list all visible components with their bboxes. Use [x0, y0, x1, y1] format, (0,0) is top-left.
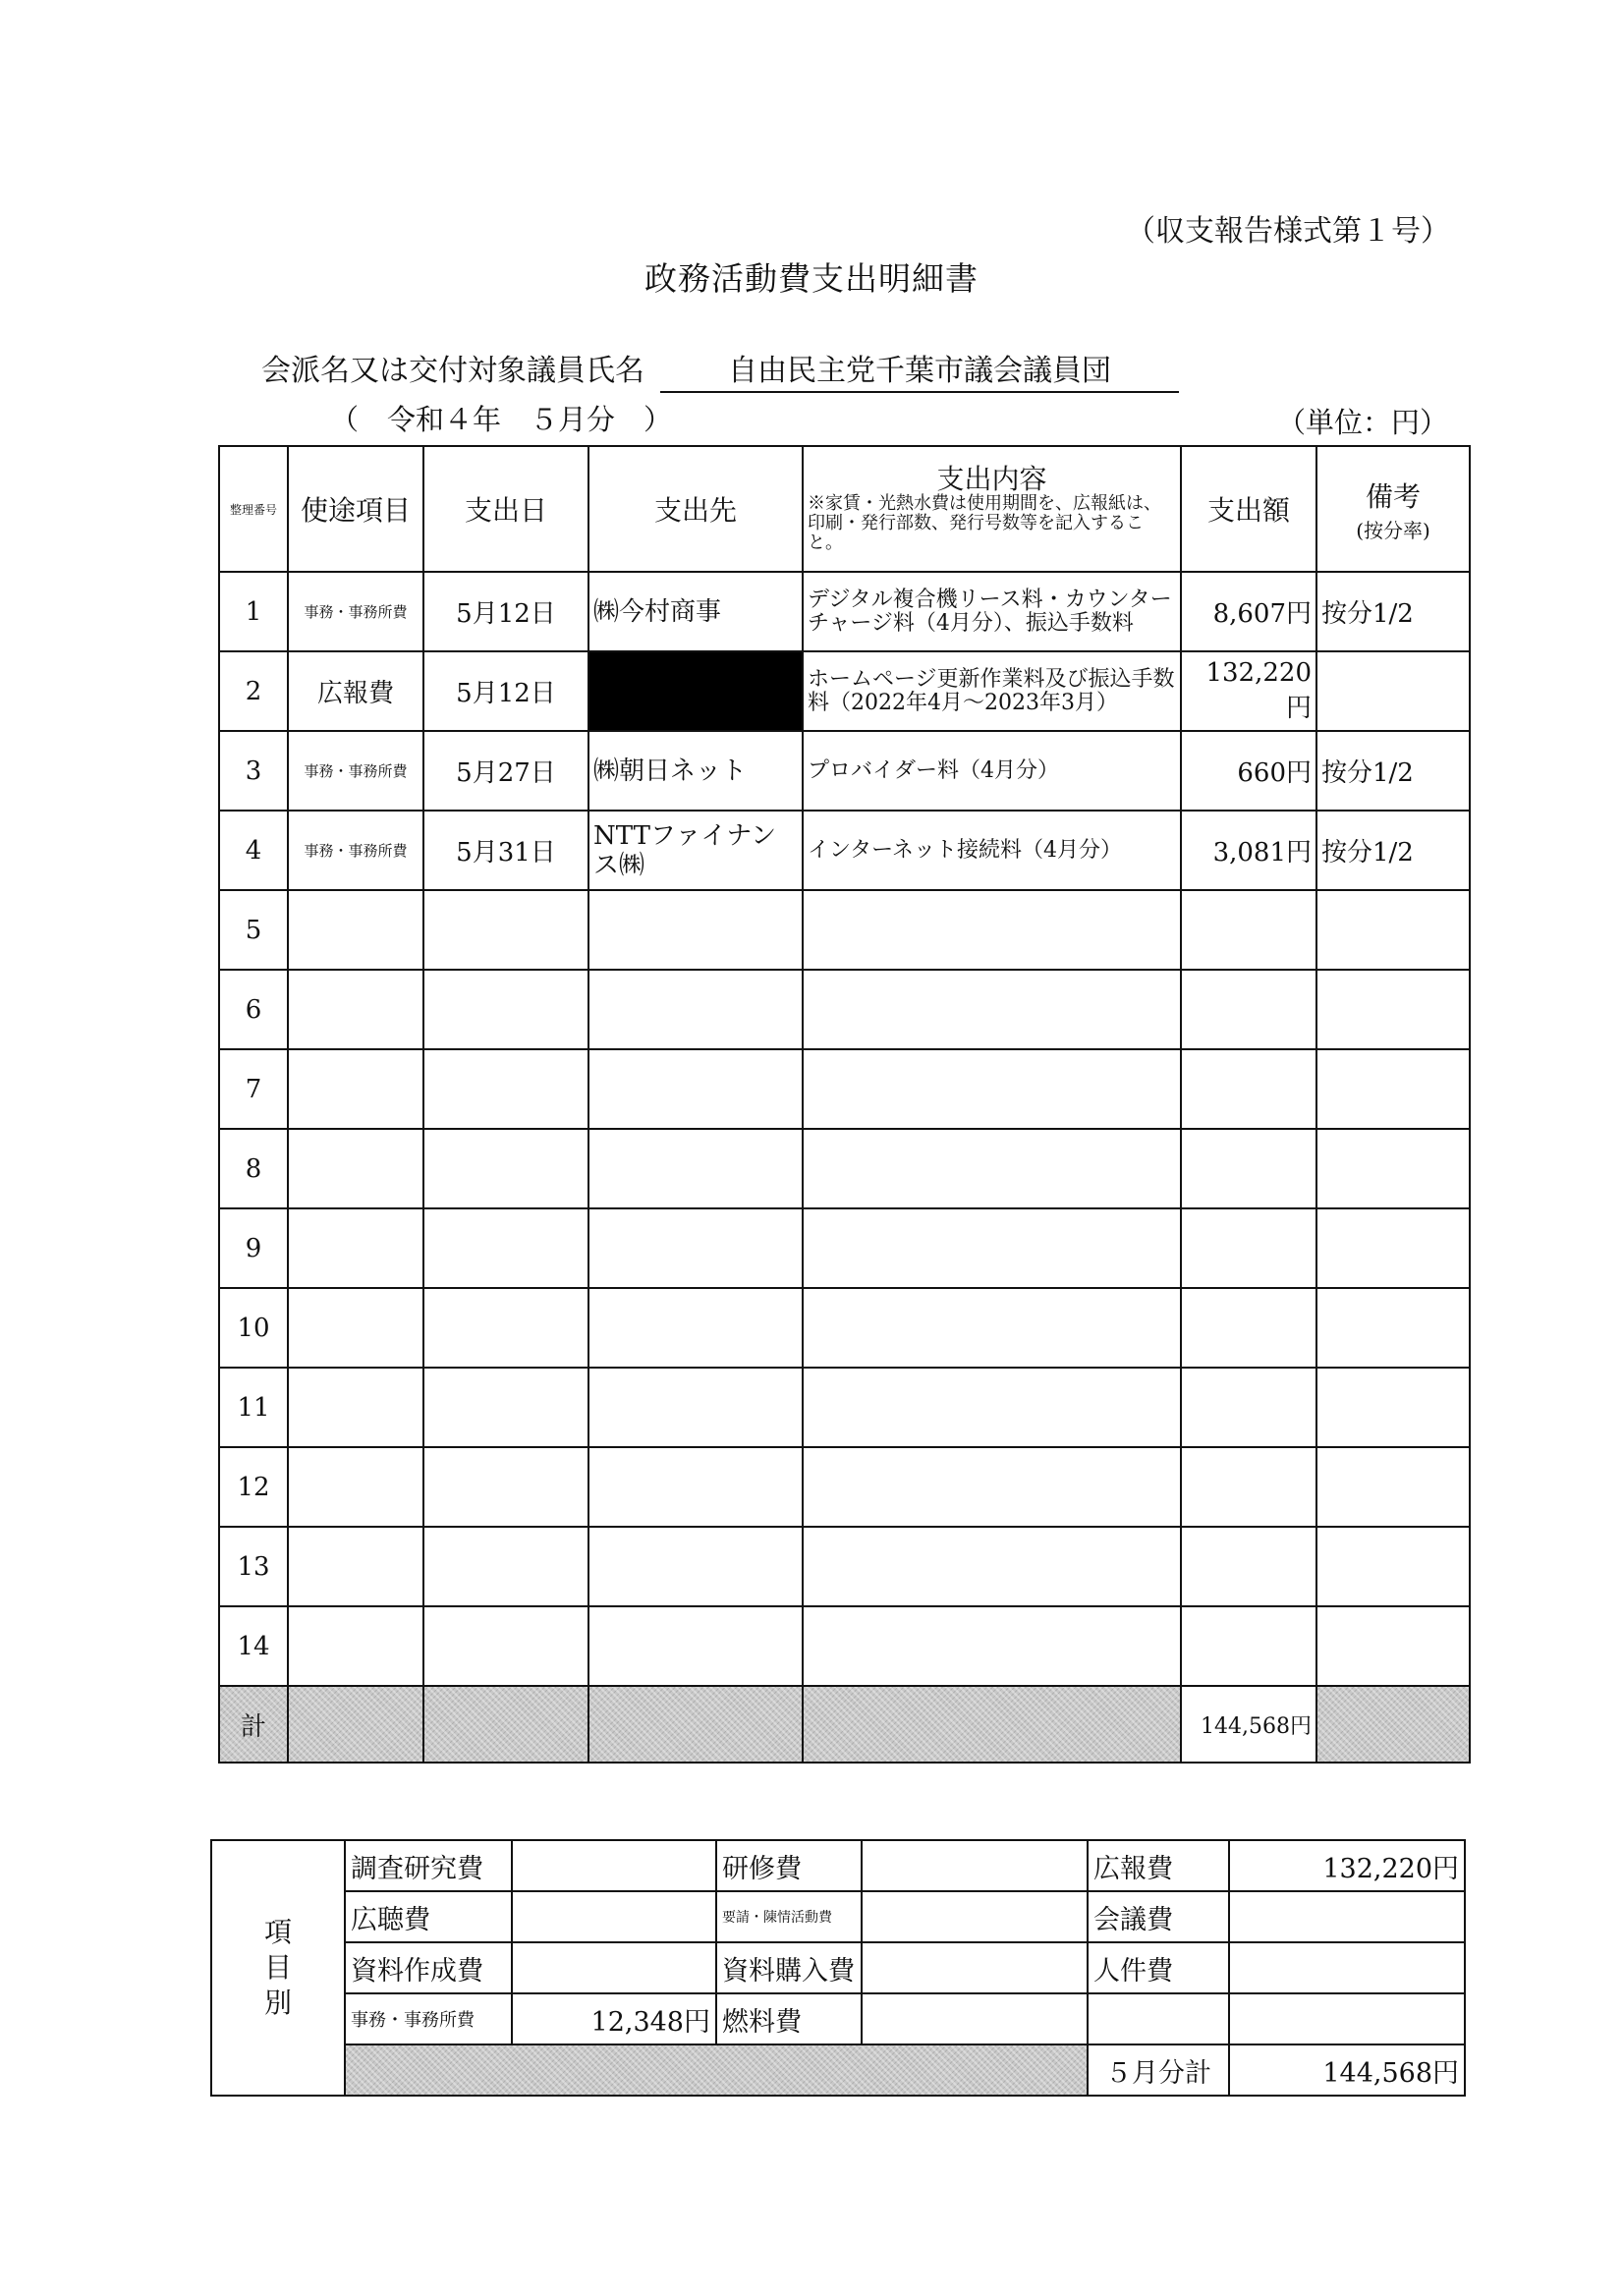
- row-amount: 3,081円: [1181, 811, 1316, 890]
- table-row: [219, 731, 1470, 811]
- row-no: 3: [219, 731, 288, 811]
- row-amount: [1181, 1129, 1316, 1208]
- table-row: [219, 572, 1470, 651]
- row-remarks: [1316, 651, 1470, 731]
- row-date: [423, 890, 588, 970]
- row-payee: [588, 1527, 803, 1606]
- row-content: [803, 890, 1181, 970]
- row-no: 7: [219, 1049, 288, 1129]
- row-payee: [588, 1049, 803, 1129]
- table-row: [219, 1129, 1470, 1208]
- row-date: 5月12日: [423, 572, 588, 651]
- row-category: [288, 1208, 423, 1288]
- row-payee: [588, 1208, 803, 1288]
- row-amount: [1181, 970, 1316, 1049]
- row-category: [288, 1606, 423, 1686]
- row-payee: [588, 1288, 803, 1368]
- summary-label-nenryou: 燃料費: [716, 1993, 862, 2044]
- row-content: [803, 1606, 1181, 1686]
- row-content: [803, 970, 1181, 1049]
- row-content: [803, 1447, 1181, 1527]
- row-category: 事務・事務所費: [288, 811, 423, 890]
- row-amount: [1181, 1368, 1316, 1447]
- table-row: [219, 651, 1470, 731]
- row-payee: ㈱今村商事: [588, 572, 803, 651]
- row-remarks: 按分1/2: [1316, 572, 1470, 651]
- summary-value-shiryou-sakusei: [512, 1942, 716, 1993]
- row-remarks: [1316, 1129, 1470, 1208]
- row-payee: [588, 1129, 803, 1208]
- row-amount: [1181, 1606, 1316, 1686]
- row-no: 4: [219, 811, 288, 890]
- row-date: [423, 970, 588, 1049]
- row-payee: [588, 970, 803, 1049]
- table-row: [219, 1447, 1470, 1527]
- row-remarks: [1316, 970, 1470, 1049]
- summary-label-chosa: 調査研究費: [345, 1840, 512, 1891]
- form-number: （収支報告様式第１号）: [1126, 214, 1450, 249]
- row-no: 1: [219, 572, 288, 651]
- row-payee: ㈱朝日ネット: [588, 731, 803, 811]
- category-summary-table: [210, 1839, 1466, 2097]
- header-category: 使途項目: [288, 446, 423, 572]
- row-amount: 8,607円: [1181, 572, 1316, 651]
- summary-label-kenshu: 研修費: [716, 1840, 862, 1891]
- summary-value-kouchou: [512, 1891, 716, 1942]
- expenditure-table: [218, 445, 1471, 1764]
- row-amount: [1181, 1447, 1316, 1527]
- row-category: [288, 890, 423, 970]
- row-category: 事務・事務所費: [288, 731, 423, 811]
- header-content-note: ※家賃・光熱水費は使用期間を、広報紙は、印刷・発行部数、発行号数等を記入すること。: [808, 493, 1161, 553]
- table-row: [219, 1049, 1470, 1129]
- row-no: 10: [219, 1288, 288, 1368]
- row-date: [423, 1208, 588, 1288]
- summary-label-shiryou-kounyu: 資料購入費: [716, 1942, 862, 1993]
- row-content: インターネット接続料（4月分）: [803, 811, 1181, 890]
- row-content: [803, 1208, 1181, 1288]
- summary-month-total-label: ５月分計: [1088, 2044, 1229, 2096]
- table-row: [219, 1208, 1470, 1288]
- header-payee: 支出先: [588, 446, 803, 572]
- summary-value-jimu: 12,348円: [512, 1993, 716, 2044]
- summary-shaded-cell: [345, 2044, 1088, 2096]
- shaded-cell: [588, 1686, 803, 1763]
- row-content: [803, 1368, 1181, 1447]
- summary-value-jinken: [1229, 1942, 1465, 1993]
- shaded-cell: [803, 1686, 1181, 1763]
- row-no: 6: [219, 970, 288, 1049]
- document-title: 政務活動費支出明細書: [644, 259, 979, 298]
- row-remarks: [1316, 1447, 1470, 1527]
- row-content: [803, 1129, 1181, 1208]
- header-date: 支出日: [423, 446, 588, 572]
- row-amount: 660円: [1181, 731, 1316, 811]
- row-amount: [1181, 1049, 1316, 1129]
- shaded-cell: [423, 1686, 588, 1763]
- summary-value-yousei: [862, 1891, 1088, 1942]
- row-payee: [588, 890, 803, 970]
- row-date: 5月27日: [423, 731, 588, 811]
- row-remarks: [1316, 1368, 1470, 1447]
- row-date: 5月12日: [423, 651, 588, 731]
- table-row: [219, 811, 1470, 890]
- row-payee-redacted: [588, 651, 803, 731]
- table-row: [219, 1606, 1470, 1686]
- row-date: [423, 1447, 588, 1527]
- summary-label-jinken: 人件費: [1088, 1942, 1229, 1993]
- row-amount: [1181, 1208, 1316, 1288]
- total-label: 計: [219, 1686, 288, 1763]
- row-remarks: [1316, 1606, 1470, 1686]
- unit-label: （単位：円）: [1276, 406, 1448, 439]
- row-content: デジタル複合機リース料・カウンターチャージ料（4月分）、振込手数料: [803, 572, 1181, 651]
- row-amount: [1181, 1527, 1316, 1606]
- summary-label-kouchou: 広聴費: [345, 1891, 512, 1942]
- summary-empty-cell: [1229, 1993, 1465, 2044]
- row-remarks: 按分1/2: [1316, 731, 1470, 811]
- row-category: 事務・事務所費: [288, 572, 423, 651]
- row-remarks: [1316, 1527, 1470, 1606]
- summary-value-chosa: [512, 1840, 716, 1891]
- table-row: [219, 890, 1470, 970]
- row-date: [423, 1527, 588, 1606]
- table-row: [219, 1368, 1470, 1447]
- summary-label-kaigi: 会議費: [1088, 1891, 1229, 1942]
- row-amount: 132,220円: [1181, 651, 1316, 731]
- row-no: 12: [219, 1447, 288, 1527]
- row-no: 2: [219, 651, 288, 731]
- row-date: [423, 1049, 588, 1129]
- member-name: 自由民主党千葉市議会議員団: [660, 346, 1179, 393]
- header-remarks-sub: (按分率): [1356, 518, 1430, 542]
- header-remarks: [1316, 446, 1470, 572]
- row-content: [803, 1527, 1181, 1606]
- summary-value-kenshu: [862, 1840, 1088, 1891]
- row-no: 11: [219, 1368, 288, 1447]
- summary-value-shiryou-kounyu: [862, 1942, 1088, 1993]
- row-date: 5月31日: [423, 811, 588, 890]
- summary-empty-cell: [1088, 1993, 1229, 2044]
- summary-value-nenryou: [862, 1993, 1088, 2044]
- summary-label-shiryou-sakusei: 資料作成費: [345, 1942, 512, 1993]
- row-no: 9: [219, 1208, 288, 1288]
- row-category: [288, 1368, 423, 1447]
- row-payee: [588, 1447, 803, 1527]
- summary-side-label: 項目別: [211, 1840, 345, 2096]
- row-no: 14: [219, 1606, 288, 1686]
- row-no: 13: [219, 1527, 288, 1606]
- row-category: [288, 1288, 423, 1368]
- header-remarks-title: 備考: [1365, 479, 1421, 513]
- total-amount: 144,568円: [1181, 1686, 1316, 1763]
- table-row: [219, 1288, 1470, 1368]
- row-remarks: 按分1/2: [1316, 811, 1470, 890]
- row-content: [803, 1288, 1181, 1368]
- row-no: 5: [219, 890, 288, 970]
- table-header-row: [219, 446, 1470, 572]
- summary-label-yousei: 要請・陳情活動費: [716, 1891, 862, 1942]
- row-content: [803, 1049, 1181, 1129]
- table-row: [219, 970, 1470, 1049]
- row-category: 広報費: [288, 651, 423, 731]
- summary-value-kouhou: 132,220円: [1229, 1840, 1465, 1891]
- row-remarks: [1316, 890, 1470, 970]
- header-no: 整理番号: [219, 446, 288, 572]
- row-payee: [588, 1368, 803, 1447]
- row-remarks: [1316, 1208, 1470, 1288]
- row-date: [423, 1129, 588, 1208]
- row-payee: NTTファイナンス㈱: [588, 811, 803, 890]
- row-date: [423, 1288, 588, 1368]
- row-content: プロバイダー料（4月分）: [803, 731, 1181, 811]
- summary-value-kaigi: [1229, 1891, 1465, 1942]
- row-remarks: [1316, 1288, 1470, 1368]
- row-category: [288, 1447, 423, 1527]
- shaded-cell: [1316, 1686, 1470, 1763]
- row-amount: [1181, 1288, 1316, 1368]
- table-row: [219, 1527, 1470, 1606]
- header-content: [803, 446, 1181, 572]
- summary-label-kouhou: 広報費: [1088, 1840, 1229, 1891]
- row-date: [423, 1368, 588, 1447]
- member-label: 会派名又は交付対象議員氏名: [261, 354, 644, 388]
- row-amount: [1181, 890, 1316, 970]
- row-no: 8: [219, 1129, 288, 1208]
- report-period: （ 令和４年 ５月分 ）: [330, 403, 673, 436]
- header-amount: 支出額: [1181, 446, 1316, 572]
- shaded-cell: [288, 1686, 423, 1763]
- summary-month-total-value: 144,568円: [1229, 2044, 1465, 2096]
- header-content-title: 支出内容: [936, 463, 1047, 495]
- row-category: [288, 1049, 423, 1129]
- row-category: [288, 970, 423, 1049]
- row-content: ホームページ更新作業料及び振込手数料（2022年4月～2023年3月）: [803, 651, 1181, 731]
- row-category: [288, 1129, 423, 1208]
- row-category: [288, 1527, 423, 1606]
- row-payee: [588, 1606, 803, 1686]
- summary-label-jimu: 事務・事務所費: [345, 1993, 512, 2044]
- total-row: [219, 1686, 1470, 1763]
- row-date: [423, 1606, 588, 1686]
- row-remarks: [1316, 1049, 1470, 1129]
